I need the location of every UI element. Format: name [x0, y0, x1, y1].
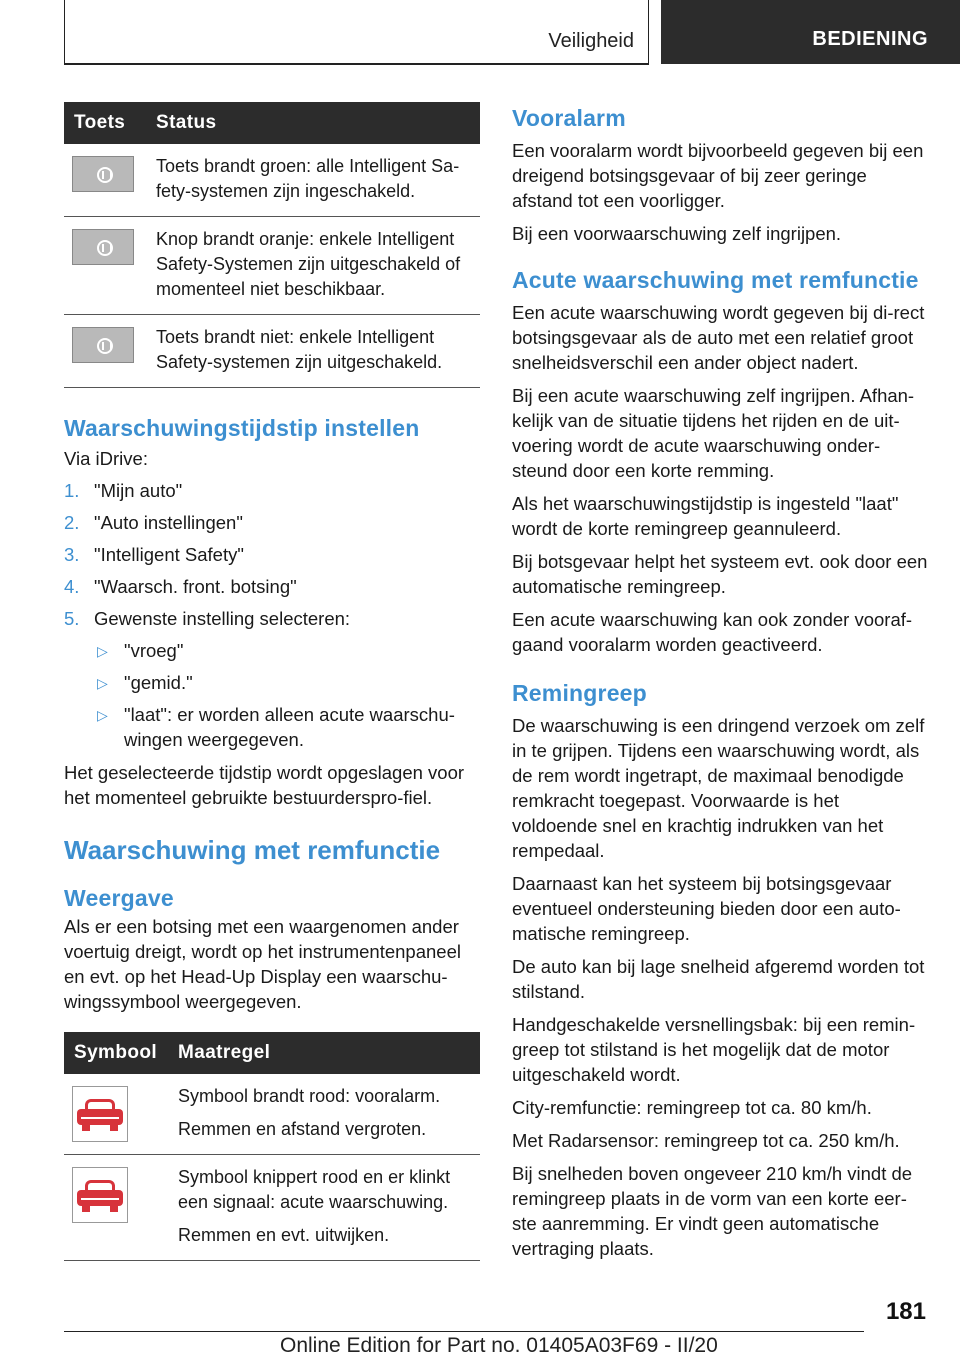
subsection-title-display: Weergave: [64, 885, 174, 911]
list-item: [94, 702, 480, 752]
header-section-title: Veiligheid: [548, 30, 634, 52]
step-text: Gewenste instelling selecteren:: [94, 608, 351, 629]
list-item: [64, 478, 480, 503]
table-row: [64, 217, 480, 315]
measure-cell: [168, 1074, 480, 1155]
table-row: [64, 1155, 480, 1261]
header-chapter-tab: BEDIENING: [661, 0, 960, 64]
paragraph: De waarschuwing is een dringend verzoek om zelf in te grijpen. Tijdens een waarschuwing wordt, als de rem wordt ingetrapt, de maximaal benodigde remkracht toegepast. Voorwaarde is het voldoende snel en krachtig indrukken van het rempedaal.: [512, 715, 925, 861]
step-number: 3.: [64, 544, 80, 565]
red-car-warning-icon: [72, 1167, 128, 1223]
red-car-warning-icon: [72, 1086, 128, 1142]
display-text: Als er een botsing met een waargenomen ander voertuig dreigt, wordt op het instrumentenpaneel en evt. op het Head-Up Display een waarschu-wingssymbool weergegeven.: [64, 916, 461, 1012]
table-row: [64, 315, 480, 388]
option-text: "vroeg": [124, 640, 184, 661]
list-item: [64, 574, 480, 599]
page-number: 181: [885, 1298, 926, 1325]
footer-edition-text: Online Edition for Part no. 01405A03F69 - II/20: [280, 1334, 718, 1357]
status-text: Knop brandt oranje: enkele Intelligent Safety-Systemen zijn uitgeschakeld of momenteel niet beschikbaar.: [146, 217, 480, 315]
status-table-header-status: Status: [146, 102, 480, 144]
page-header: [0, 0, 960, 66]
step-text: "Waarsch. front. botsing": [94, 576, 297, 597]
status-text: Toets brandt groen: alle Intelligent Sa-fety-systemen zijn ingeschakeld.: [146, 144, 480, 217]
symbol-table-header-symbol: Symbool: [64, 1032, 168, 1074]
triangle-bullet-icon: ▷: [97, 675, 108, 691]
paragraph: Een acute waarschuwing kan ook zonder vooraf-gaand vooralarm worden geactiveerd.: [512, 609, 913, 655]
lamp-button-icon: [72, 327, 134, 363]
section-title-brake-intervention: Remingreep: [512, 680, 647, 706]
paragraph: Met Radarsensor: remingreep tot ca. 250 km/h.: [512, 1130, 900, 1151]
list-item: [64, 606, 480, 752]
table-row: [64, 1074, 480, 1155]
step-number: 5.: [64, 608, 80, 629]
measure-text: Symbool brandt rood: vooralarm.: [178, 1086, 441, 1106]
header-frame-left: [64, 0, 65, 64]
steps-list: [64, 478, 480, 752]
paragraph: Als het waarschuwingstijdstip is ingesteld "laat" wordt de korte remingreep geannuleerd.: [512, 493, 899, 539]
footer-divider: [64, 1331, 864, 1332]
step-text: "Intelligent Safety": [94, 544, 244, 565]
header-frame-right: [648, 0, 649, 64]
list-item: [94, 638, 480, 663]
triangle-bullet-icon: ▷: [97, 707, 108, 723]
symbol-table-header-measure: Maatregel: [168, 1032, 480, 1074]
section-title-acute-warning: Acute waarschuwing met remfunctie: [512, 267, 919, 293]
table-row: [64, 144, 480, 217]
measure-text: Remmen en evt. uitwijken.: [178, 1225, 390, 1245]
right-column: [512, 102, 928, 1261]
paragraph: Bij botsgevaar helpt het systeem evt. ook door een automatische remingreep.: [512, 551, 928, 597]
note-text: Het geselecteerde tijdstip wordt opgeslagen voor het momenteel gebruikte bestuurderspro-fiel.: [64, 762, 465, 808]
paragraph: Een acute waarschuwing wordt gegeven bij di-rect botsingsgevaar als de auto met een relatief groot snelheidsverschil een ander object nadert.: [512, 302, 925, 373]
lamp-button-icon: [72, 156, 134, 192]
symbol-table: [64, 1032, 480, 1261]
list-item: [64, 542, 480, 567]
icon-cell: [64, 217, 146, 315]
intro-text: Via iDrive:: [64, 448, 148, 469]
list-item: [94, 670, 480, 695]
option-text: "laat": er worden alleen acute waarschu-wingen weergegeven.: [124, 704, 455, 750]
icon-cell: [64, 1155, 168, 1261]
section-title-brake-warning: Waarschuwing met remfunctie: [64, 835, 441, 865]
list-item: [64, 510, 480, 535]
step-text: "Mijn auto": [94, 480, 183, 501]
icon-cell: [64, 315, 146, 388]
measure-cell: [168, 1155, 480, 1261]
measure-text: Symbool knippert rood en er klinkt een signaal: acute waarschuwing.: [178, 1167, 451, 1212]
paragraph: Bij een acute waarschuwing zelf ingrijpen. Afhan-kelijk van de situatie tijdens het rijden en de uit-voering wordt de acute waarschuwing onder-steund door een korte remming.: [512, 385, 915, 481]
options-list: [94, 638, 480, 752]
step-text: "Auto instellingen": [94, 512, 243, 533]
paragraph: City-remfunctie: remingreep tot ca. 80 km/h.: [512, 1097, 872, 1118]
paragraph: Een vooralarm wordt bijvoorbeeld gegeven bij een dreigend botsingsgevaar of bij zeer geringe afstand tot een voorligger.: [512, 140, 924, 211]
paragraph: Handgeschakelde versnellingsbak: bij een remin-greep tot stilstand is het mogelijk dat de motor uitgeschakeld wordt.: [512, 1014, 916, 1085]
icon-cell: [64, 144, 146, 217]
step-number: 2.: [64, 512, 80, 533]
lamp-button-icon: [72, 229, 134, 265]
icon-cell: [64, 1074, 168, 1155]
paragraph: Daarnaast kan het systeem bij botsingsgevaar eventueel ondersteuning bieden door een auto-matische remingreep.: [512, 873, 901, 944]
header-frame-bottom: [64, 63, 649, 65]
paragraph: De auto kan bij lage snelheid afgeremd worden tot stilstand.: [512, 956, 925, 1002]
measure-text: Remmen en afstand vergroten.: [178, 1119, 427, 1139]
status-table-header-key: Toets: [64, 102, 146, 144]
left-column: [64, 102, 480, 1261]
paragraph: Bij een voorwaarschuwing zelf ingrijpen.: [512, 223, 842, 244]
section-title-warning-time: Waarschuwingstijdstip instellen: [64, 415, 420, 441]
status-text: Toets brandt niet: enkele Intelligent Safety-systemen zijn uitgeschakeld.: [146, 315, 480, 388]
option-text: "gemid.": [124, 672, 193, 693]
step-number: 4.: [64, 576, 80, 597]
step-number: 1.: [64, 480, 80, 501]
section-title-prealarm: Vooralarm: [512, 105, 626, 131]
paragraph: Bij snelheden boven ongeveer 210 km/h vindt de remingreep plaats in de vorm van een korte eer-ste aanremming. Er vindt geen automatische vertraging plaats.: [512, 1163, 913, 1259]
triangle-bullet-icon: ▷: [97, 643, 108, 659]
status-table: [64, 102, 480, 388]
